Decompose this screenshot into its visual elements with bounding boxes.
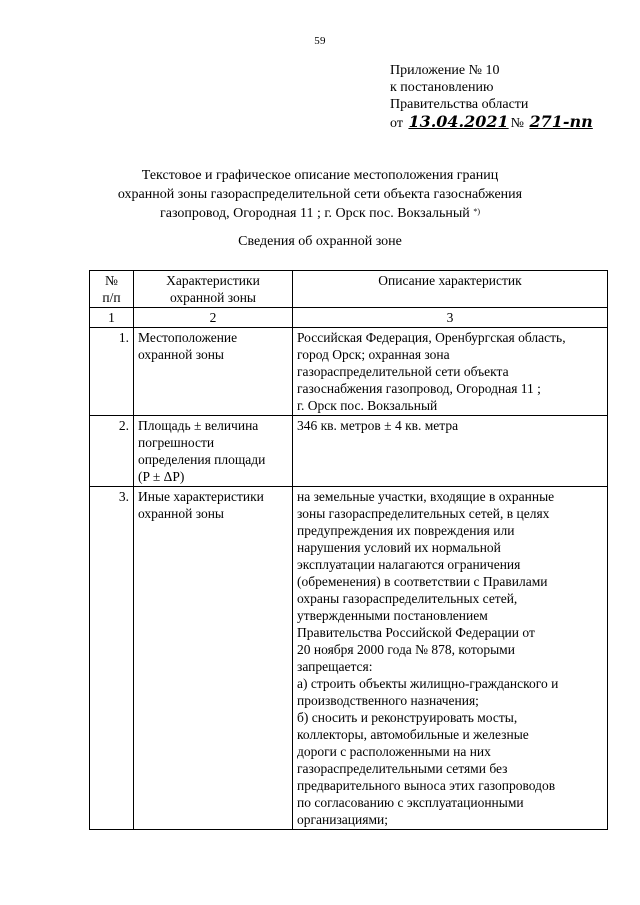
appendix-line-1: Приложение № 10 — [390, 63, 500, 78]
row-2-num: 2. — [90, 416, 134, 487]
header-num — [90, 271, 134, 308]
row-3-desc-line: на земельные участки, входящие в охранные — [297, 489, 555, 504]
header-num-line-2: п/п — [102, 290, 121, 305]
header-char-line-1: Характеристики — [166, 273, 260, 288]
row-1-char-line: Местоположение — [138, 330, 238, 345]
header-char-line-2: охранной зоны — [169, 290, 256, 305]
column-number-row — [90, 308, 608, 328]
handwritten-date: 13.04.2021 — [408, 112, 509, 131]
row-3-desc-line: Правительства Российской Федерации от — [297, 625, 535, 640]
title-line-3 — [60, 204, 580, 223]
row-1-desc-line: г. Орск пос. Вокзальный — [297, 398, 438, 413]
row-1-description — [293, 328, 608, 416]
handwritten-number: 271-пп — [529, 112, 593, 131]
table-row — [90, 487, 608, 830]
row-3-desc-line: дороги с расположенными на них — [297, 744, 491, 759]
appendix-date-line — [390, 113, 595, 132]
section-subtitle: Сведения об охранной зоне — [238, 234, 402, 249]
row-3-desc-line: запрещается: — [297, 659, 373, 674]
row-3-desc-line: предупреждения их повреждения или — [297, 523, 515, 538]
column-number-3: 3 — [293, 308, 608, 328]
row-3-desc-line: зоны газораспределительных сетей, в целях — [297, 506, 550, 521]
column-number-2: 2 — [134, 308, 293, 328]
row-1-num: 1. — [90, 328, 134, 416]
row-2-char-line: (P ± ΔP) — [138, 469, 185, 484]
row-3-desc-line: организациями; — [297, 812, 388, 827]
row-1-char-line: охранной зоны — [138, 347, 225, 362]
table-row — [90, 416, 608, 487]
document-title — [60, 166, 580, 223]
row-1-desc-line: газоснабжения газопровод, Огородная 11 ; — [297, 381, 541, 396]
protection-zone-table — [89, 270, 608, 830]
number-prefix: № — [510, 116, 524, 131]
row-1-desc-line: город Орск; охранная зона — [297, 347, 450, 362]
footnote-mark: *) — [473, 207, 480, 216]
row-3-desc-line: б) сносить и реконструировать мосты, — [297, 710, 518, 725]
row-3-desc-line: охраны газораспределительных сетей, — [297, 591, 518, 606]
row-3-char-line: Иные характеристики — [138, 489, 264, 504]
column-number-1: 1 — [90, 308, 134, 328]
row-2-char-line: погрешности — [138, 435, 215, 450]
row-1-desc-line: Российская Федерация, Оренбургская область, — [297, 330, 566, 345]
appendix-line-3: Правительства области — [390, 97, 529, 112]
row-3-desc-line: нарушения условий их нормальной — [297, 540, 501, 555]
title-line-1: Текстовое и графическое описание местоположения границ — [141, 168, 499, 183]
row-3-desc-line: а) строить объекты жилищно-гражданского и — [297, 676, 559, 691]
header-num-line-1: № — [105, 273, 118, 288]
page-number: 59 — [314, 35, 326, 47]
row-3-desc-line: по согласованию с эксплуатационными — [297, 795, 524, 810]
row-3-char-line: охранной зоны — [138, 506, 225, 521]
row-1-desc-line: газораспределительной сети объекта — [297, 364, 509, 379]
row-3-desc-line: 20 ноября 2000 года № 878, которыми — [297, 642, 515, 657]
appendix-block — [390, 62, 595, 132]
appendix-line-2: к постановлению — [390, 80, 494, 95]
row-2-characteristic — [134, 416, 293, 487]
row-3-characteristic — [134, 487, 293, 830]
header-description: Описание характеристик — [293, 271, 608, 308]
row-2-description — [293, 416, 608, 487]
date-prefix: от — [390, 116, 403, 131]
row-2-char-line: определения площади — [138, 452, 266, 467]
row-2-desc-line: 346 кв. метров ± 4 кв. метра — [297, 418, 459, 433]
table-header-row — [90, 271, 608, 308]
row-3-description — [293, 487, 608, 830]
row-3-num: 3. — [90, 487, 134, 830]
row-3-desc-line: (обременения) в соответствии с Правилами — [297, 574, 548, 589]
title-line-3-text: газопровод, Огородная 11 ; г. Орск пос. Вокзальный — [160, 206, 470, 221]
header-characteristics — [134, 271, 293, 308]
title-line-2: охранной зоны газораспределительной сети объекта газоснабжения — [117, 187, 523, 202]
row-3-desc-line: предварительного выноса этих газопроводов — [297, 778, 556, 793]
row-3-desc-line: производственного назначения; — [297, 693, 479, 708]
row-3-desc-line: эксплуатации налагаются ограничения — [297, 557, 521, 572]
row-3-desc-line: утвержденными постановлением — [297, 608, 488, 623]
row-2-char-line: Площадь ± величина — [138, 418, 259, 433]
row-3-desc-line: газораспределительными сетями без — [297, 761, 508, 776]
table-row — [90, 328, 608, 416]
row-3-desc-line: коллекторы, автомобильные и железные — [297, 727, 529, 742]
row-1-characteristic — [134, 328, 293, 416]
